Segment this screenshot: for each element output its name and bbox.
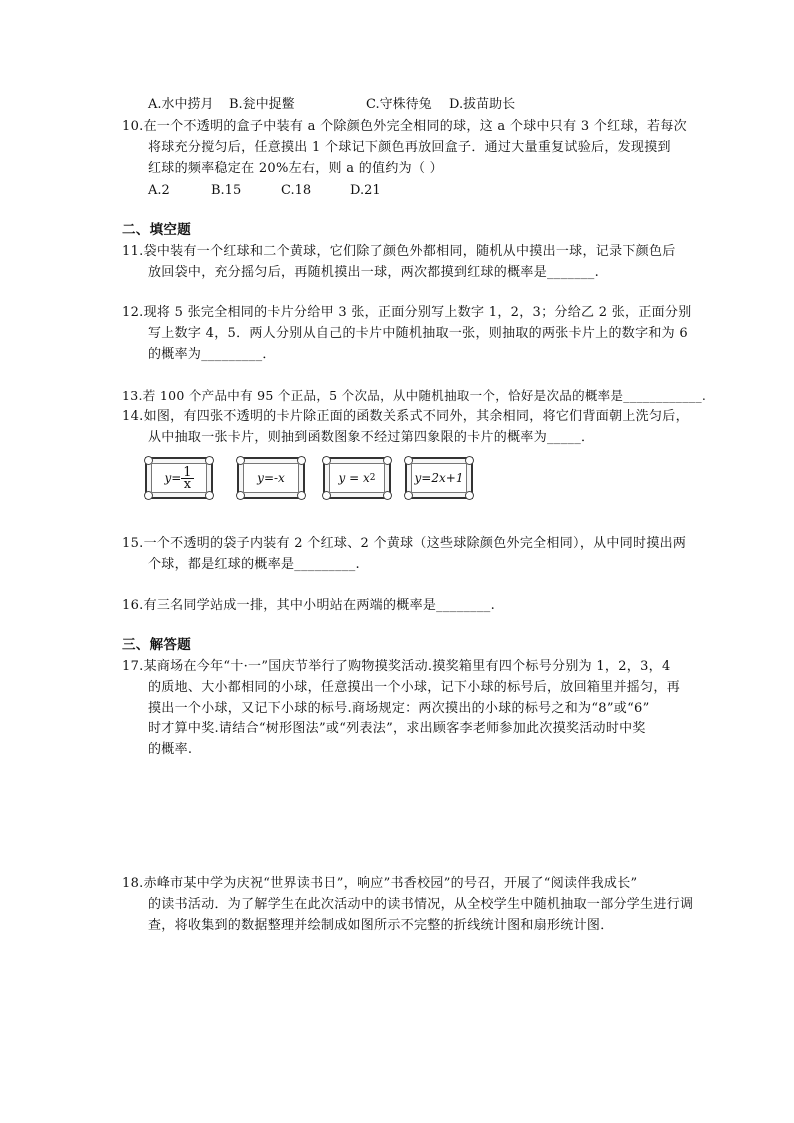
- q9-option-c: C.守株待兔: [366, 97, 432, 112]
- q17-line-1: 17.某商场在今年“十·一”国庆节举行了购物摸奖活动.摸奖箱里有四个标号分别为 1，2，3，4: [122, 659, 671, 674]
- q12-line-1: 12.现将 5 张完全相同的卡片分给甲 3 张，正面分别写上数字 1，2，3；分给乙 2 张，正面分别: [122, 305, 692, 320]
- q9-option-b: B.瓮中捉鳖: [229, 97, 295, 112]
- q17-line-2: 的质地、大小都相同的小球，任意摸出一个小球，记下小球的标号后，放回箱里并摇匀，再: [148, 680, 681, 695]
- section-3-title: 三、解答题: [122, 637, 191, 653]
- q18-line-3: 查，将收集到的数据整理并绘制成如图所示不完整的折线统计图和扇形统计图．: [148, 918, 614, 933]
- q18-line-1: 18.赤峰市某中学为庆祝“世界读书日”，响应”书香校园”的号召，开展了“阅读伴我成长”: [122, 876, 638, 891]
- q16-text: 16.有三名同学站成一排，其中小明站在两端的概率是________.: [122, 598, 496, 613]
- card-y-equals-neg-x: [237, 457, 305, 499]
- card3-exponent: 2: [369, 473, 376, 483]
- section-2-title: 二、填空题: [122, 222, 191, 238]
- q12-line-3: 的概率为_________．: [148, 347, 276, 362]
- q13-text: 13.若 100 个产品中有 95 个正品，5 个次品，从中随机抽取一个，恰好是次品的概率是____________.: [122, 388, 707, 403]
- q14-line-1: 14.如图，有四张不透明的卡片除正面的函数关系式不同外，其余相同，将它们背面朝上洗匀后，: [122, 409, 689, 424]
- q9-option-d: D.拔苗助长: [449, 97, 516, 112]
- card4-label: y=2x+1: [414, 471, 464, 485]
- q10-option-b: B.15: [211, 183, 242, 198]
- card-y-equals-1-over-x: [145, 457, 213, 499]
- q10-line-1: 10.在一个不透明的盒子中装有 a 个除颜色外完全相同的球，这 a 个球中只有 3 个红球，若每次: [122, 119, 687, 134]
- q10-line-2: 将球充分搅匀后，任意摸出 1 个球记下颜色再放回盒子．通过大量重复试验后，发现摸到: [148, 140, 671, 155]
- card3-label: y = x: [338, 471, 370, 485]
- q15-line-1: 15.一个不透明的袋子内装有 2 个红球、2 个黄球（这些球除颜色外完全相同），从中同时摸出两: [122, 536, 687, 551]
- q9-option-a: A.水中捞月: [148, 97, 214, 112]
- q18-line-2: 的读书活动．为了解学生在此次活动中的读书情况，从全校学生中随机抽取一部分学生进行调: [148, 897, 694, 912]
- function-cards: [145, 457, 475, 501]
- q17-line-5: 的概率.: [148, 742, 193, 757]
- q12-line-2: 写上数字 4，5．两人分别从自己的卡片中随机抽取一张，则抽取的两张卡片上的数字和为 6: [148, 326, 688, 341]
- q17-line-3: 摸出一个小球，又记下小球的标号.商场规定：两次摸出的小球的标号之和为“8”或“6”: [148, 701, 650, 716]
- q10-option-c: C.18: [281, 183, 312, 198]
- card1-label: y=: [164, 471, 182, 485]
- q17-line-4: 时才算中奖.请结合“树形图法”或“列表法”，求出顾客李老师参加此次摸奖活动时中奖: [148, 721, 646, 736]
- q10-option-d: D.21: [350, 183, 381, 198]
- card-y-equals-2x-plus-1: [405, 457, 473, 499]
- q14-line-2: 从中抽取一张卡片，则抽到函数图象不经过第四象限的卡片的概率为_____．: [148, 430, 595, 445]
- q11-line-2: 放回袋中，充分摇匀后，再随机摸出一球，两次都摸到红球的概率是_______.: [148, 265, 600, 280]
- q10-line-3: 红球的频率稳定在 20%左右，则 a 的值约为（ ）: [148, 161, 443, 176]
- card2-label: y=-x: [257, 471, 285, 485]
- card1-fraction: $\frac{1}{x}$: [183, 464, 192, 492]
- q15-line-2: 个球，都是红球的概率是_________.: [148, 557, 360, 572]
- card-y-equals-x-squared: [323, 457, 391, 499]
- q10-option-a: A.2: [148, 183, 170, 198]
- q11-line-1: 11.袋中装有一个红球和二个黄球，它们除了颜色外都相同，随机从中摸出一球，记录下颜色后: [122, 244, 676, 259]
